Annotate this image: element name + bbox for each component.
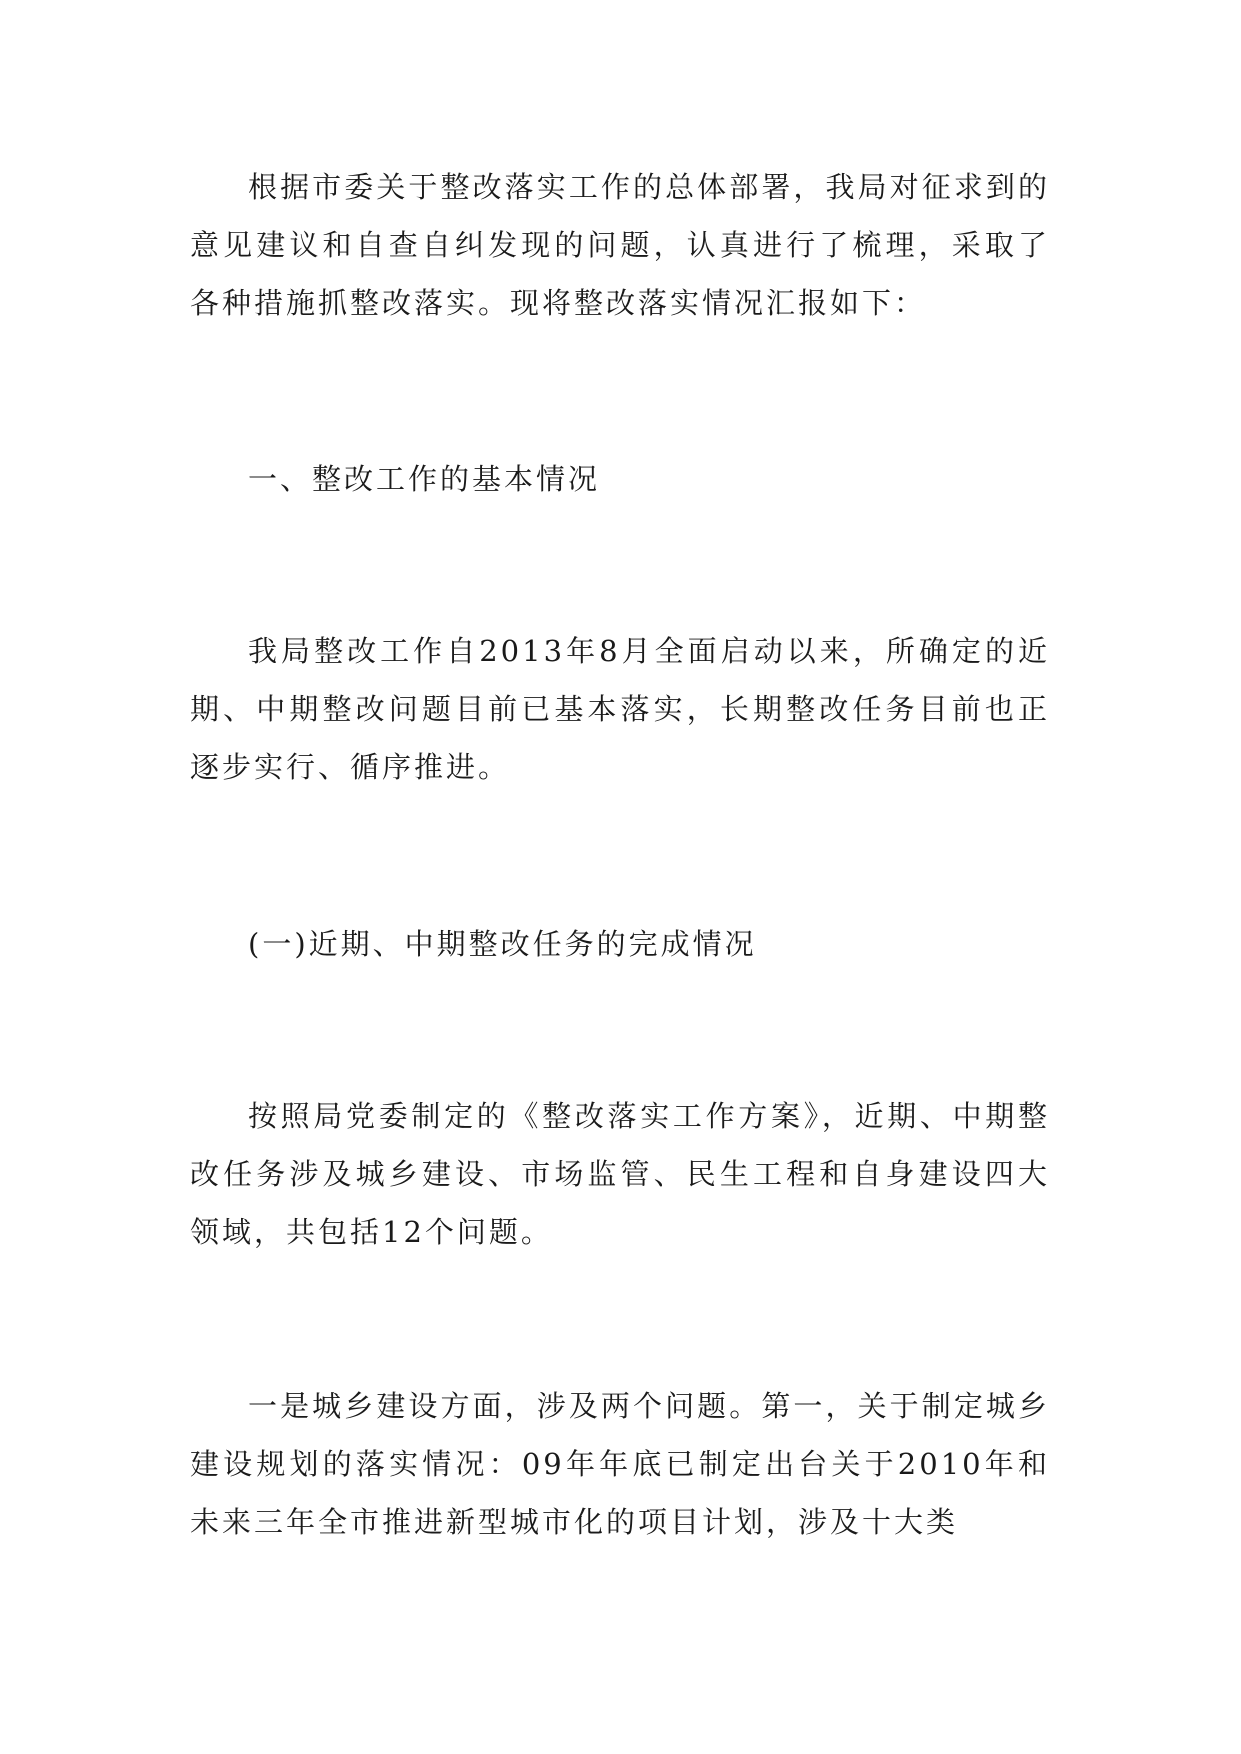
intro-paragraph: 根据市委关于整改落实工作的总体部署，我局对征求到的意见建议和自查自纠发现的问题，认真进行了梳理，采取了各种措施抓整改落实。现将整改落实情况汇报如下：: [190, 170, 1050, 320]
subsection-short-mid-term-paragraph: 按照局党委制定的《整改落实工作方案》，近期、中期整改任务涉及城乡建设、市场监管、民生工程和自身建设四大领域，共包括12个问题。: [190, 1099, 1050, 1249]
urban-rural-construction-paragraph: 一是城乡建设方面，涉及两个问题。第一，关于制定城乡建设规划的落实情况：09年年底已制定出台关于2010年和未来三年全市推进新型城市化的项目计划，涉及十大类: [190, 1389, 1050, 1539]
subsection-heading-short-mid-term: (一)近期、中期整改任务的完成情况: [248, 927, 757, 961]
section-basic-situation-paragraph: 我局整改工作自2013年8月全面启动以来，所确定的近期、中期整改问题目前已基本落实，长期整改任务目前也正逐步实行、循序推进。: [190, 634, 1050, 784]
section-heading-basic-situation: 一、整改工作的基本情况: [248, 462, 601, 496]
